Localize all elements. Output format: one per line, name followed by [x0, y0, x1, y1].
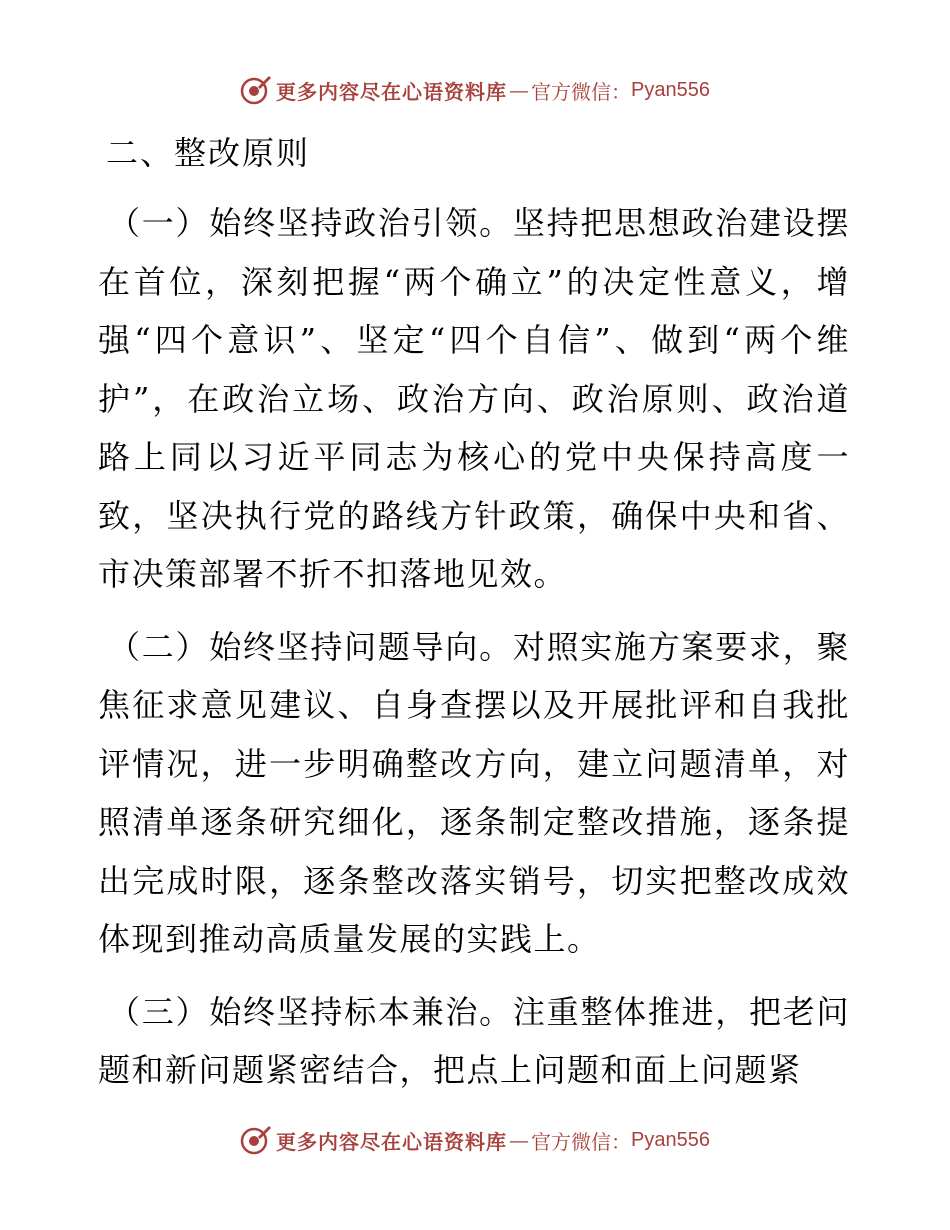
- watermark-brand: 更多内容尽在心语资料库: [276, 1129, 508, 1154]
- pen-logo-icon: [240, 1124, 272, 1156]
- watermark-label: 官方微信：: [531, 1129, 632, 1154]
- watermark-brand: 更多内容尽在心语资料库: [276, 79, 508, 104]
- paragraph-2: （二）始终坚持问题导向。对照实施方案要求，聚焦征求意见建议、自身查摆以及开展批评和自我批评情况，进一步明确整改方向，建立问题清单，对照清单逐条研究细化，逐条制定整改措施，逐条提出完成时限，逐条整改落实销号，切实把整改成效体现到推动高质量发展的实践上。: [98, 627, 850, 958]
- watermark-id: Pyan556: [631, 1128, 710, 1151]
- watermark-separator: —: [509, 78, 530, 102]
- watermark-banner-top: [0, 70, 950, 110]
- section-heading: 二、整改原则: [106, 134, 311, 172]
- paragraph-1: （一）始终坚持政治引领。坚持把思想政治建设摆在首位，深刻把握“两个确立”的决定性意义，增强“四个意识”、坚定“四个自信”、做到“两个维护”，在政治立场、政治方向、政治原则、政治道路上同以习近平同志为核心的党中央保持高度一致，坚决执行党的路线方针政策，确保中央和省、市决策部署不折不扣落地见效。: [98, 204, 850, 593]
- document-body: [98, 118, 850, 1114]
- watermark-label: 官方微信：: [531, 79, 632, 104]
- watermark-id: Pyan556: [631, 78, 710, 101]
- watermark-separator: —: [509, 1128, 530, 1152]
- paragraph-3: （三）始终坚持标本兼治。注重整体推进，把老问题和新问题紧密结合，把点上问题和面上问题紧: [98, 992, 850, 1089]
- pen-logo-icon: [240, 74, 272, 106]
- watermark-banner-bottom: [0, 1120, 950, 1160]
